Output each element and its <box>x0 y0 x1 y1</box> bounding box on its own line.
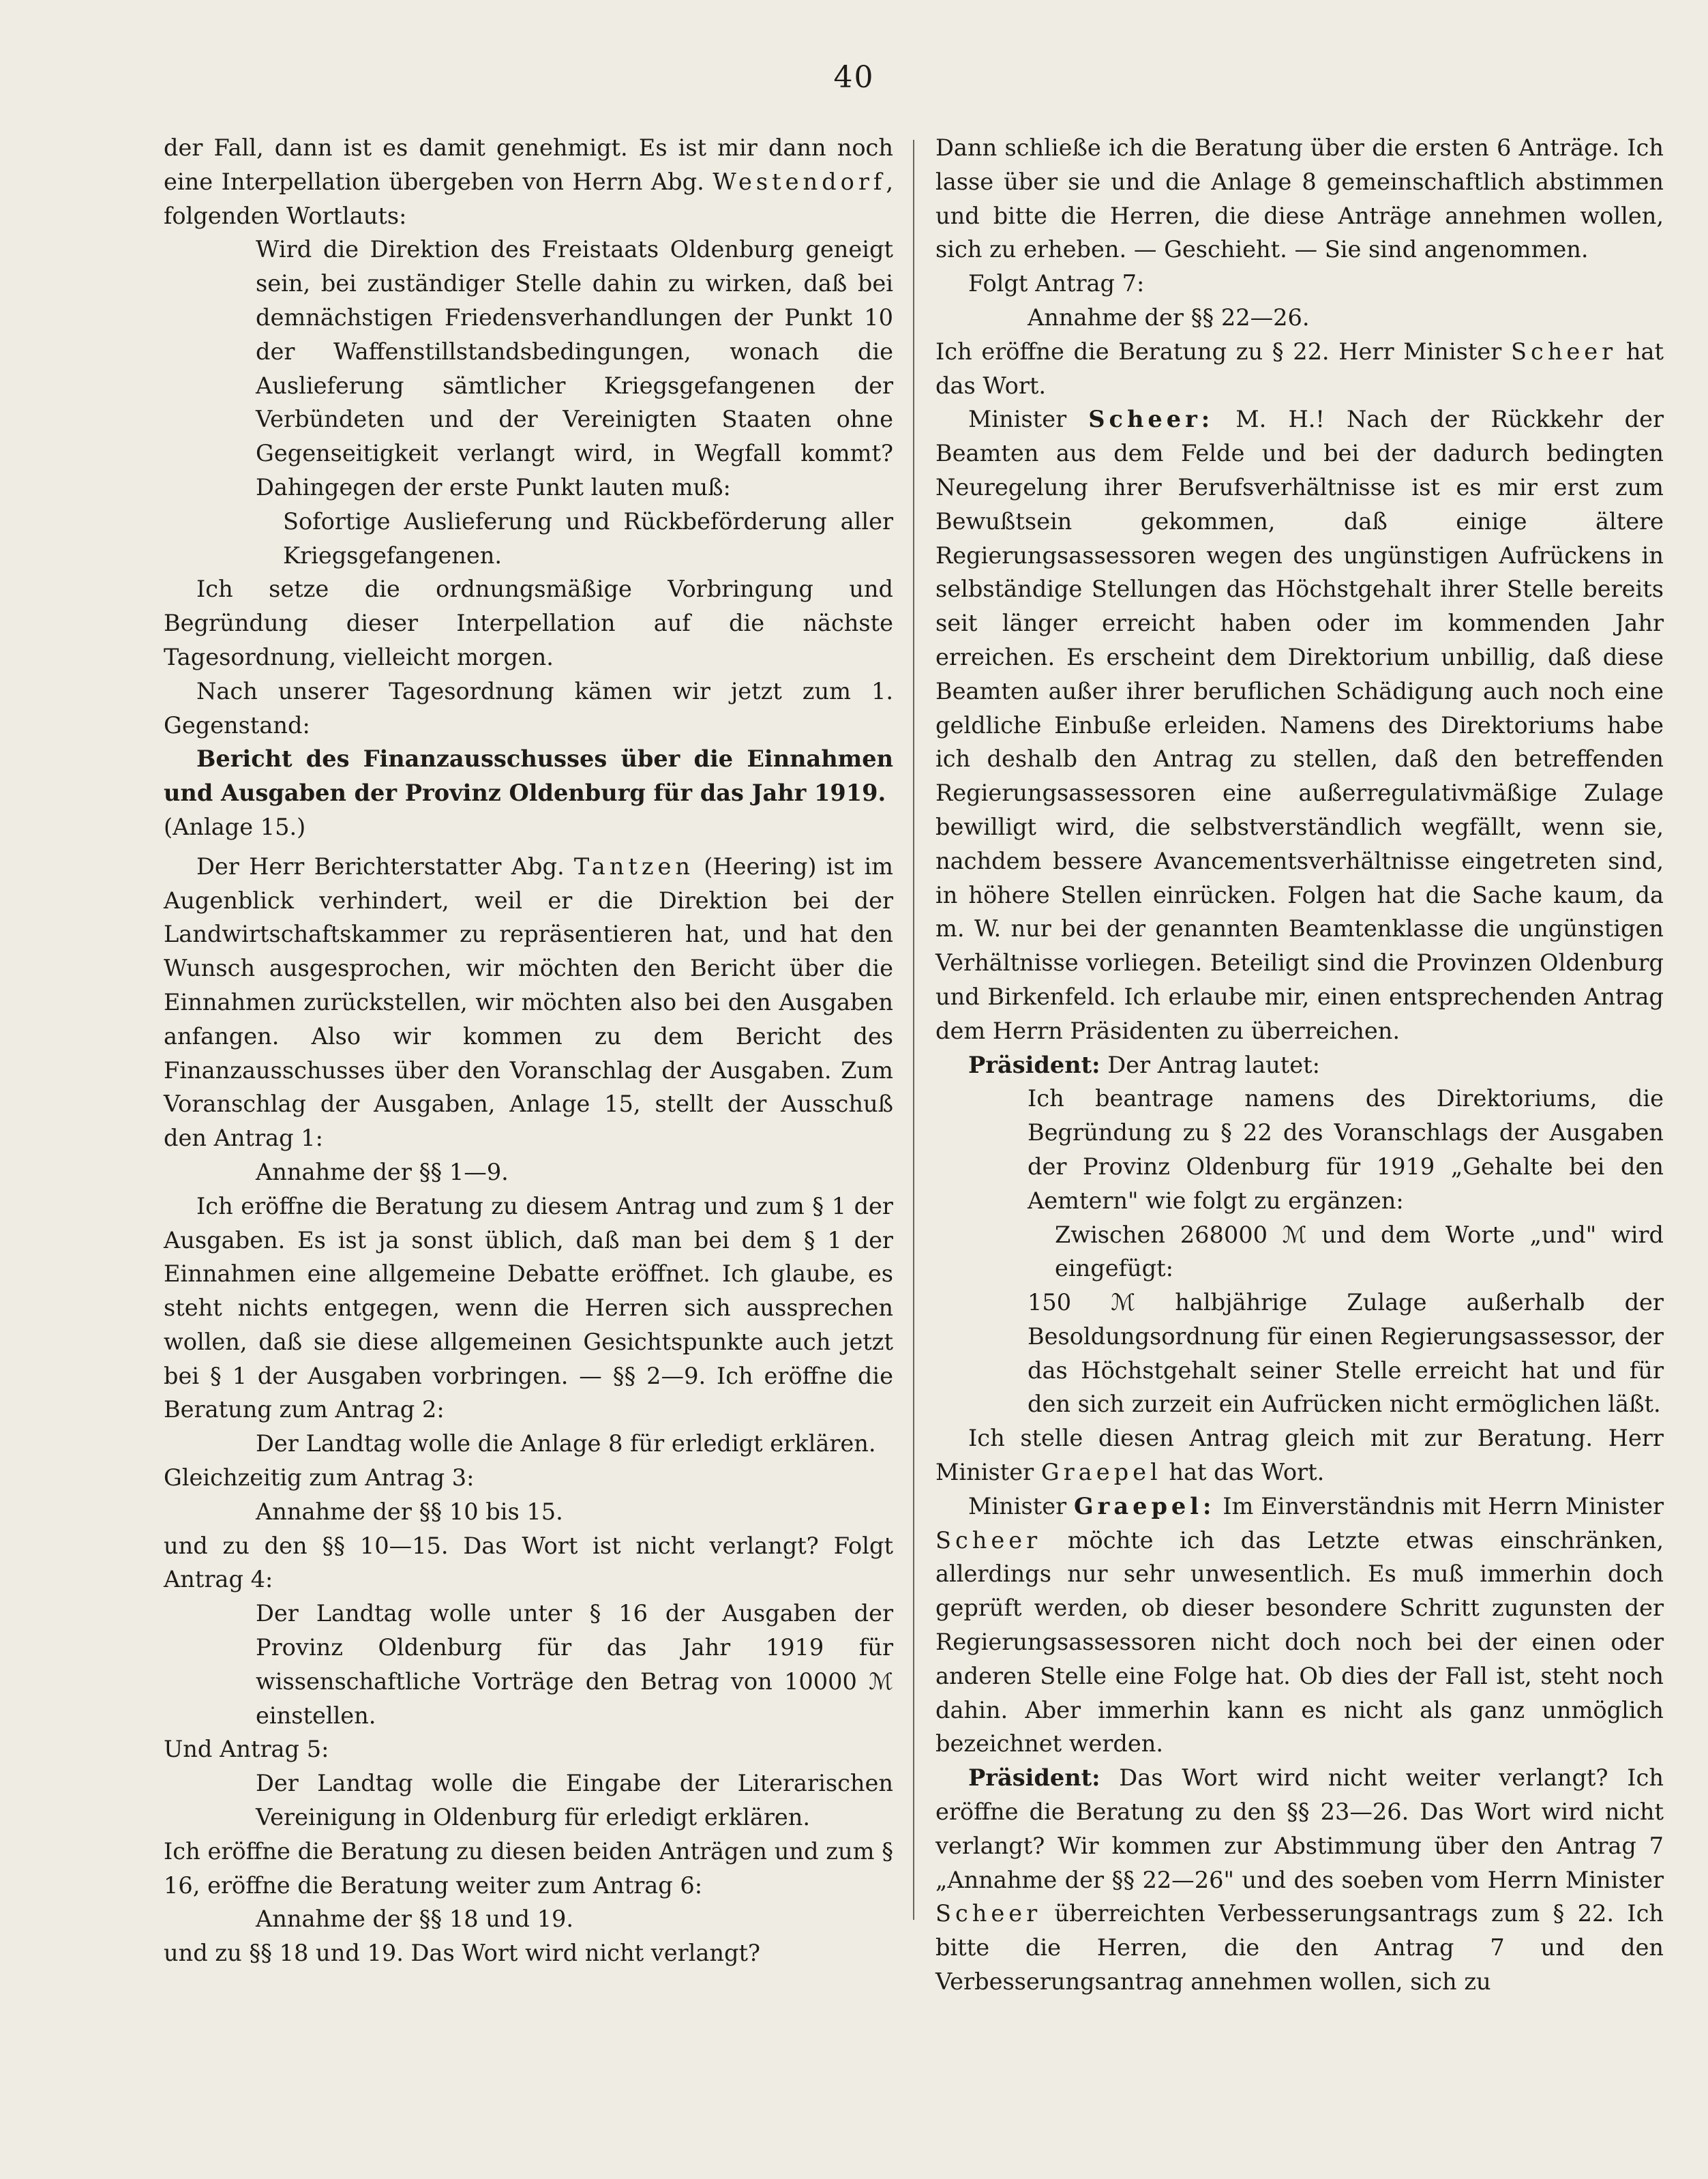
paragraph: Ich setze die ordnungsmäßige Vorbringung und Begründung dieser Interpellation auf die nächste Tagesordnung, vielleicht morgen. <box>164 576 893 670</box>
agenda-heading: Bericht des Finanzausschusses über die Einnahmen und Ausgaben der Provinz Oldenburg für das Jahr 1919. <box>164 745 893 807</box>
text: Im Einverständnis mit Herrn Minister <box>1215 1492 1664 1520</box>
text: Der Antrag lautet: <box>1100 1051 1320 1078</box>
page-number: 40 <box>833 60 875 95</box>
speaker-name: Westendorf <box>713 168 886 195</box>
text: der Fall, dann ist es damit genehmigt. Es ist mir dann noch eine Interpellation übergeben von Herrn Abg. <box>164 134 893 195</box>
text: Der Herr Berichterstatter Abg. <box>196 853 574 880</box>
text: möchte ich das Letzte etwas einschränken, allerdings nur sehr unwesentlich. Es muß immerhin doch geprüft werden, ob dieser besondere Schritt zugunsten der Regierungsassessoren nicht doch noch bei der einen oder anderen Stelle eine Folge hat. Ob dies der Fall ist, steht noch dahin. Aber immerhin kann es nicht als ganz unmöglich bezeichnet werden. <box>935 1526 1664 1758</box>
motion-text: Annahme der §§ 1—9. <box>256 1158 509 1185</box>
motion-text: 150 ℳ halbjährige Zulage außerhalb der Besoldungsordnung für einen Regierungsassessor, der das Höchstgehalt seiner Stelle erreicht hat und für den sich zurzeit ein Aufrücken nicht ermöglichen läßt. <box>1028 1289 1664 1418</box>
speech <box>935 402 1664 1048</box>
speaker-name: Scheer: <box>1088 405 1214 433</box>
paragraph: Folgt Antrag 7: <box>968 270 1145 297</box>
paragraph: Gleichzeitig zum Antrag 3: <box>164 1464 475 1492</box>
text: überreichten Verbesserungsantrags zum § 22. Ich bitte die Herren, die den Antrag 7 und den Verbesserungsantrag annehmen wollen, sich zu <box>935 1900 1664 1996</box>
text: M. H.! Nach der Rückkehr der Beamten aus dem Felde und bei der dadurch bedingten Neuregelung ihrer Berufsverhältnisse ist es mir erst zum Bewußtsein gekommen, daß einige ältere Regierungsassessoren wegen des ungünstigen Aufrückens in selbständige Stellungen das Höchstgehalt ihrer Stelle bereits seit länger erreicht haben oder im kommenden Jahr erreichen. Es erscheint dem Direktorium unbillig, daß diese Beamten außer ihrer beruflichen Schädigung auch noch eine geldliche Einbuße erleiden. Namens des Direktoriums habe ich deshalb den Antrag zu stellen, daß den betreffenden Regierungsassessoren eine außerregulativmäßige Zulage bewilligt wird, die selbstverständlich wegfällt, wenn sie, nachdem bessere Avancementsverhältnisse eingetreten sind, in höhere Stellen einrücken. Folgen hat die Sache kaum, da m. W. nur bei der genannten Beamtenklasse die ungünstigen Verhältnisse vorliegen. Beteiligt sind die Provinzen Oldenburg und Birkenfeld. Ich erlaube mir, einen entsprechenden Antrag dem Herrn Präsidenten zu überreichen. <box>935 406 1664 1044</box>
paragraph: Ich eröffne die Beratung zu diesem Antrag und zum § 1 der Ausgaben. Es ist ja sonst üblich, daß man bei dem § 1 der Einnahmen eine allgemeine Debatte eröffnet. Ich glaube, es steht nichts entgegen, wenn die Herren sich aussprechen wollen, daß sie diese allgemeinen Gesichtspunkte auch jetzt bei § 1 der Ausgaben vorbringen. — §§ 2—9. Ich eröffne die Beratung zum Antrag 2: <box>164 1192 893 1423</box>
interpellation-demand: Sofortige Auslieferung und Rückbeförderung aller Kriegsgefangenen. <box>283 507 893 569</box>
paragraph <box>935 335 1664 403</box>
paragraph <box>164 131 893 233</box>
motion-text: Der Landtag wolle unter § 16 der Ausgaben der Provinz Oldenburg für das Jahr 1919 für wissenschaftliche Vorträge den Betrag von 10000 ℳ einstellen. <box>256 1600 893 1729</box>
paragraph: Dann schließe ich die Beratung über die ersten 6 Anträge. Ich lasse über sie und die Anlage 8 gemeinschaftlich abstimmen und bitte die Herren, die diese Anträge annehmen wollen, sich zu erheben. — Geschieht. — Sie sind angenommen. <box>935 134 1664 263</box>
right-column <box>935 131 1664 1999</box>
speech <box>935 1761 1664 1999</box>
speaker-name: Graepel <box>1040 1459 1162 1486</box>
speaker-name: Scheer <box>935 1526 1042 1554</box>
text: Ich eröffne die Beratung zu § 22. Herr Minister <box>935 338 1511 365</box>
motion-text: Der Landtag wolle die Eingabe der Literarischen Vereinigung in Oldenburg für erledigt erklären. <box>256 1770 893 1831</box>
text: Das Wort wird nicht weiter verlangt? Ich eröffne die Beratung zu den §§ 23—26. Das Wort wird nicht verlangt? Wir kommen zur Abstimmung über den Antrag 7 „Annahme der §§ 22—26" und des soeben vom Herrn Minister <box>935 1764 1664 1893</box>
paragraph: Ich eröffne die Beratung zu diesen beiden Anträgen und zum § 16, eröffne die Beratung weiter zum Antrag 6: <box>164 1837 893 1899</box>
motion-text: Ich beantrage namens des Direktoriums, die Begründung zu § 22 des Voranschlags der Ausgaben der Provinz Oldenburg für 1919 „Gehalte bei den Aemtern" wie folgt zu ergänzen: <box>1028 1085 1664 1214</box>
left-column <box>164 131 893 1970</box>
text: , folgenden Wortlauts: <box>164 168 893 229</box>
motion-text: Annahme der §§ 18 und 19. <box>256 1906 574 1933</box>
text: (Heering) ist im Augenblick verhindert, weil er die Direktion bei der Landwirtschaftskammer zu repräsentieren hat, und hat den Wunsch ausgesprochen, wir möchten den Bericht über die Einnahmen zurückstellen, wir möchten also bei den Ausgaben anfangen. Also wir kommen zu dem Bericht des Finanzausschusses über den Voranschlag der Ausgaben. Zum Voranschlag der Ausgaben, Anlage 15, stellt der Ausschuß den Antrag 1: <box>164 853 893 1152</box>
speaker-name: Präsident: <box>968 1764 1100 1792</box>
column-divider <box>913 140 914 1920</box>
paragraph <box>164 850 893 1155</box>
speaker-name: Graepel: <box>1073 1492 1216 1520</box>
motion-text: Annahme der §§ 22—26. <box>1028 303 1310 331</box>
paragraph: Und Antrag 5: <box>164 1736 329 1763</box>
motion-text: Zwischen 268000 ℳ und dem Worte „und" wird eingefügt: <box>1055 1221 1664 1282</box>
speech <box>935 1489 1664 1761</box>
motion-text: Der Landtag wolle die Anlage 8 für erledigt erklären. <box>256 1430 876 1457</box>
text: Minister <box>968 1492 1074 1520</box>
speaker-name: Präsident: <box>968 1050 1100 1078</box>
speaker-name: Scheer <box>935 1900 1042 1927</box>
motion-text: Annahme der §§ 10 bis 15. <box>256 1498 563 1525</box>
paragraph: und zu §§ 18 und 19. Das Wort wird nicht verlangt? <box>164 1940 760 1967</box>
paragraph <box>935 1421 1664 1489</box>
text: Minister <box>968 406 1089 433</box>
interpellation-text: Wird die Direktion des Freistaats Oldenburg geneigt sein, bei zuständiger Stelle dahin zu wirken, daß bei demnächstigen Friedensverhandlungen der Punkt 10 der Waffenstillstandsbedingungen, wonach die Auslieferung sämtlicher Kriegsgefangenen der Verbündeten und der Vereinigten Staaten ohne Gegenseitigkeit verlangt wird, in Wegfall kommt? Dahingegen der erste Punkt lauten muß: <box>256 236 893 501</box>
text: hat das Wort. <box>1161 1459 1325 1486</box>
speaker-name: Scheer <box>1510 338 1617 365</box>
paragraph: und zu den §§ 10—15. Das Wort ist nicht verlangt? Folgt Antrag 4: <box>164 1532 893 1593</box>
text: Ich stelle diesen Antrag gleich mit zur Beratung. Herr Minister <box>935 1425 1664 1486</box>
agenda-note: (Anlage 15.) <box>164 813 306 840</box>
speaker-name: Tantzen <box>573 853 695 880</box>
paragraph: Nach unserer Tagesordnung kämen wir jetzt zum 1. Gegenstand: <box>164 677 893 739</box>
speech <box>935 1048 1664 1082</box>
text: hat das Wort. <box>935 338 1664 399</box>
